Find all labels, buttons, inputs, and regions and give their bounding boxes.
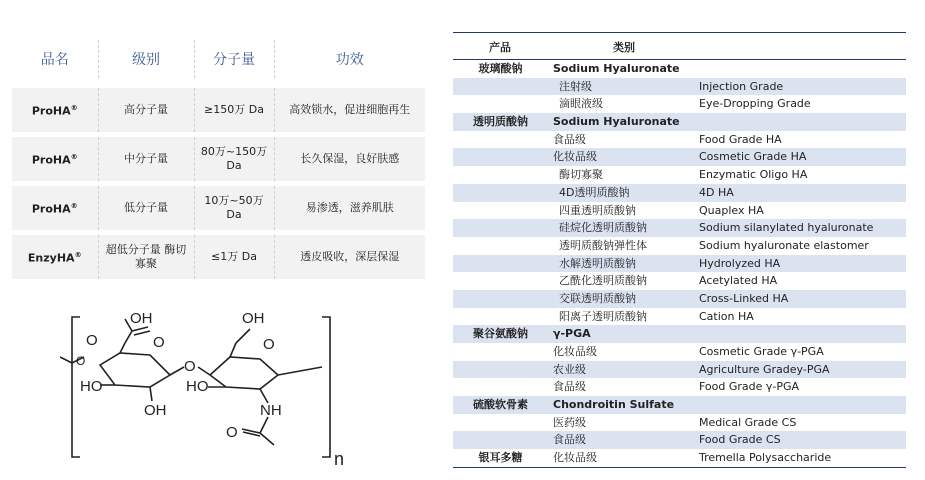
category-cell: 食品级 (553, 132, 586, 146)
category-cell: 化妆品级 (553, 345, 597, 358)
table-row (453, 255, 906, 273)
category-cell: 滴眼液级 (559, 97, 603, 111)
product-name: ProHA (31, 202, 71, 216)
product-category-table (453, 32, 906, 468)
left-bracket (72, 317, 80, 457)
table-row (453, 361, 906, 379)
category-cell: 注射级 (559, 79, 592, 93)
o-label: O (86, 332, 98, 349)
english-name-cell: Sodium hyaluronate elastomer (699, 238, 869, 252)
category-cell: 医药级 (553, 415, 586, 429)
effect-cell: 透皮吸收，深层保湿 (274, 233, 425, 280)
category-cell: 乙酰化透明质酸钠 (559, 274, 647, 288)
registered-mark: ® (74, 251, 82, 260)
english-name-cell: Food Grade HA (699, 132, 782, 146)
product-cell: 透明质酸钠 (473, 115, 528, 129)
o-label: O (153, 334, 165, 351)
english-name-cell: Sodium silanylated hyaluronate (699, 221, 874, 235)
table-row (453, 166, 906, 184)
header-molecular-weight: 分子量 (194, 40, 274, 83)
table-row (12, 83, 425, 135)
table-row (453, 343, 906, 361)
english-name-cell: 4D HA (699, 185, 734, 199)
english-name-cell: Quaplex HA (699, 203, 764, 217)
product-name-cell (12, 233, 98, 280)
table-row (453, 95, 906, 113)
table-row (453, 60, 906, 78)
molecular-weight-cell: ≥150万 Da (194, 83, 274, 135)
english-name-cell: Cation HA (699, 309, 754, 323)
effect-cell: 易渗透，滋养肌肤 (274, 184, 425, 233)
table-row (453, 184, 906, 202)
o-label: O (184, 358, 196, 375)
table-row (12, 184, 425, 233)
table-row (453, 219, 906, 237)
table-row (453, 78, 906, 96)
english-name-cell: Cosmetic Grade HA (699, 150, 807, 164)
nh-label: NH (260, 402, 282, 419)
table-row (453, 272, 906, 290)
ho-label: HO (186, 378, 209, 395)
header-category: 类别 (613, 41, 635, 54)
category-cell: 透明质酸钠弹性体 (559, 238, 647, 252)
category-cell: γ-PGA (553, 327, 591, 341)
table-row (453, 325, 906, 343)
category-cell: 阳离子透明质酸钠 (559, 309, 647, 323)
oh-label: OH (242, 310, 265, 327)
product-grade-table (12, 40, 425, 279)
table-row (453, 378, 906, 396)
effect-cell: 高效锁水，促进细胞再生 (274, 83, 425, 135)
molecular-weight-cell: 80万~150万 Da (194, 135, 274, 184)
table-header-row (12, 40, 425, 83)
grade-cell: 中分子量 (98, 135, 194, 184)
table-row (453, 396, 906, 414)
molecular-weight-cell: ≤1万 Da (194, 233, 274, 280)
product-cell: 银耳多糖 (478, 451, 523, 465)
english-name-cell: Acetylated HA (699, 274, 778, 288)
ho-label: HO (80, 378, 103, 395)
oh-label: OH (144, 402, 167, 419)
english-name-cell: Food Grade γ-PGA (699, 380, 800, 394)
registered-mark: ® (70, 104, 78, 113)
table-row (453, 237, 906, 255)
header-effect: 功效 (274, 40, 425, 83)
header-product: 产品 (489, 41, 511, 54)
category-cell: Sodium Hyaluronate (553, 115, 680, 129)
grade-cell: 高分子量 (98, 83, 194, 135)
category-cell: 食品级 (553, 433, 586, 447)
molecular-weight-cell: 10万~50万 Da (194, 184, 274, 233)
category-cell: 4D透明质酸钠 (559, 185, 630, 199)
category-cell: Sodium Hyaluronate (553, 62, 680, 75)
product-cell: 玻璃酸钠 (478, 62, 523, 75)
header-product-name: 品名 (12, 40, 98, 83)
english-name-cell: Medical Grade CS (699, 415, 797, 429)
table-header-row (453, 32, 906, 60)
table-row (12, 135, 425, 184)
table-row (453, 290, 906, 308)
table-row (453, 113, 906, 131)
registered-mark: ® (70, 153, 78, 162)
english-name-cell: Food Grade CS (699, 433, 781, 447)
registered-mark: ® (70, 202, 78, 211)
category-cell: 交联透明质酸钠 (559, 291, 636, 305)
product-cell: 聚谷氨酸钠 (473, 327, 528, 341)
o-label: O (76, 354, 86, 368)
category-cell: Chondroitin Sulfate (553, 398, 675, 412)
table-row (453, 414, 906, 432)
table-row (453, 431, 906, 449)
category-cell: 化妆品级 (553, 451, 597, 465)
hyaluronic-acid-structure (60, 305, 360, 475)
product-name: EnzyHA (27, 251, 75, 265)
effect-cell: 长久保湿，良好肤感 (274, 135, 425, 184)
category-cell: 农业级 (553, 362, 586, 376)
product-name-cell (12, 184, 98, 233)
english-name-cell: Hydrolyzed HA (699, 256, 781, 270)
header-grade: 级别 (98, 40, 194, 83)
grade-cell: 超低分子量 酶切寡聚 (98, 233, 194, 280)
category-cell: 硅烷化透明质酸钠 (559, 221, 647, 235)
english-name-cell: Cross-Linked HA (699, 291, 789, 305)
category-cell: 化妆品级 (553, 150, 597, 164)
english-name-cell: Agriculture Gradey-PGA (699, 362, 830, 376)
english-name-cell: Eye-Dropping Grade (699, 97, 811, 111)
table-row (453, 308, 906, 326)
o-label: O (263, 336, 275, 353)
right-bracket (322, 317, 330, 457)
product-name: ProHA (31, 153, 71, 167)
table-row (453, 202, 906, 220)
repeat-subscript: n (334, 449, 345, 469)
product-cell: 硫酸软骨素 (473, 398, 528, 412)
oh-label: OH (130, 310, 153, 327)
table-row (12, 233, 425, 280)
table-row (453, 449, 906, 468)
product-name: ProHA (31, 104, 71, 118)
english-name-cell: Injection Grade (699, 79, 784, 93)
o-label: O (226, 424, 238, 441)
english-name-cell: Cosmetic Grade γ-PGA (699, 345, 824, 358)
category-cell: 水解透明质酸钠 (559, 256, 636, 270)
product-name-cell (12, 83, 98, 135)
english-name-cell: Tremella Polysaccharide (699, 451, 832, 465)
product-name-cell (12, 135, 98, 184)
table-row (453, 148, 906, 166)
category-rows (453, 60, 906, 468)
english-name-cell: Enzymatic Oligo HA (699, 168, 808, 182)
grade-cell: 低分子量 (98, 184, 194, 233)
category-cell: 食品级 (553, 380, 586, 394)
table-row (453, 131, 906, 149)
category-cell: 四重透明质酸钠 (559, 203, 636, 217)
category-cell: 酶切寡聚 (559, 168, 603, 182)
